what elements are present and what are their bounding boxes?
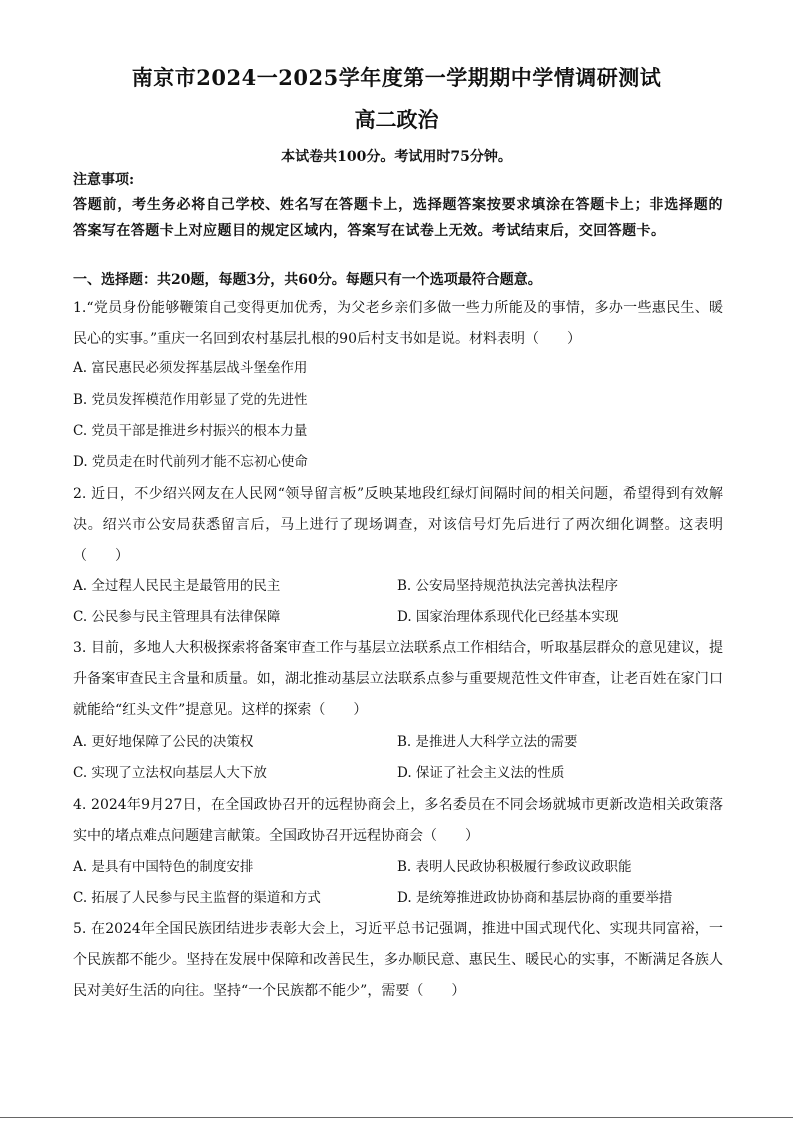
- question-5-stem: 5. 在2024年全国民族团结进步表彰大会上，习近平总书记强调，推进中国式现代化、实现共同富裕，一个民族都不能少。坚持在发展中保障和改善民生，多办顺民意、惠民生、暖民心的实事，不断满足各族人民对美好生活的向往。坚持“一个民族都不能少”，需要（ ）: [73, 921, 723, 999]
- question-1-option-d: D. 党员走在时代前列才能不忘初心使命: [73, 454, 308, 470]
- question-3-option-c: C. 实现了立法权向基层人大下放: [73, 765, 267, 781]
- exam-subject: 高二政治: [354, 107, 439, 132]
- question-3-stem: 3. 目前，多地人大积极探索将备案审查工作与基层立法联系点工作相结合，听取基层群众的意见建议，提升备案审查民主含量和质量。如，湖北推动基层立法联系点参与重要规范性文件审查，让老百姓在家门口就能给“红头文件”提意见。这样的探索（ ）: [73, 640, 723, 718]
- notice-body: 答题前，考生务必将自己学校、姓名写在答题卡上，选择题答案按要求填涂在答题卡上；非选择题的答案写在答题卡上对应题目的规定区域内，答案写在试卷上无效。考试结束后，交回答题卡。: [73, 197, 723, 239]
- question-1-option-c: C. 党员干部是推进乡村振兴的根本力量: [73, 423, 308, 439]
- question-4-option-a: A. 是具有中国特色的制度安排: [73, 859, 254, 875]
- question-4-option-c: C. 拓展了人民参与民主监督的渠道和方式: [73, 890, 321, 906]
- question-2-option-b: B. 公安局坚持规范执法完善执法程序: [397, 578, 619, 594]
- page-bottom-rule: [0, 1117, 793, 1118]
- question-2-stem: 2. 近日，不少绍兴网友在人民网“领导留言板”反映某地段红绿灯间隔时间的相关问题，希望得到有效解决。绍兴市公安局获悉留言后，马上进行了现场调查，对该信号灯先后进行了两次细化调整。这表明（ ）: [73, 486, 723, 564]
- question-2-option-d: D. 国家治理体系现代化已经基本实现: [397, 609, 619, 625]
- question-3-option-a: A. 更好地保障了公民的决策权: [73, 734, 254, 750]
- question-4-option-b: B. 表明人民政协积极履行参政议政职能: [397, 859, 632, 875]
- exam-title: 南京市2024一2025学年度第一学期期中学情调研测试: [131, 65, 662, 90]
- question-2-option-a: A. 全过程人民民主是最管用的民主: [73, 578, 281, 594]
- question-3-option-b: B. 是推进人大科学立法的需要: [397, 734, 578, 750]
- question-4-option-d: D. 是统筹推进政协协商和基层协商的重要举措: [397, 890, 673, 906]
- question-1-option-b: B. 党员发挥模范作用彰显了党的先进性: [73, 392, 308, 408]
- notice-title: 注意事项:: [73, 172, 135, 188]
- exam-info: 本试卷共100分。考试用时75分钟。: [281, 149, 512, 165]
- question-4-stem: 4. 2024年9月27日，在全国政协召开的远程协商会上，多名委员在不同会场就城市更新改造相关政策落实中的堵点难点问题建言献策。全国政协召开远程协商会（ ）: [73, 797, 723, 844]
- question-3-option-d: D. 保证了社会主义法的性质: [397, 765, 565, 781]
- question-1-option-a: A. 富民惠民必须发挥基层战斗堡垒作用: [73, 360, 308, 376]
- question-2-option-c: C. 公民参与民主管理具有法律保障: [73, 609, 281, 625]
- section-title: 一、选择题：共20题，每题3分，共60分。每题只有一个选项最符合题意。: [73, 272, 542, 288]
- question-1-stem: 1.“党员身份能够鞭策自己变得更加优秀，为父老乡亲们多做一些力所能及的事情，多办一些惠民生、暖民心的实事。”重庆一名回到农村基层扎根的90后村支书如是说。材料表明（ ）: [73, 300, 723, 347]
